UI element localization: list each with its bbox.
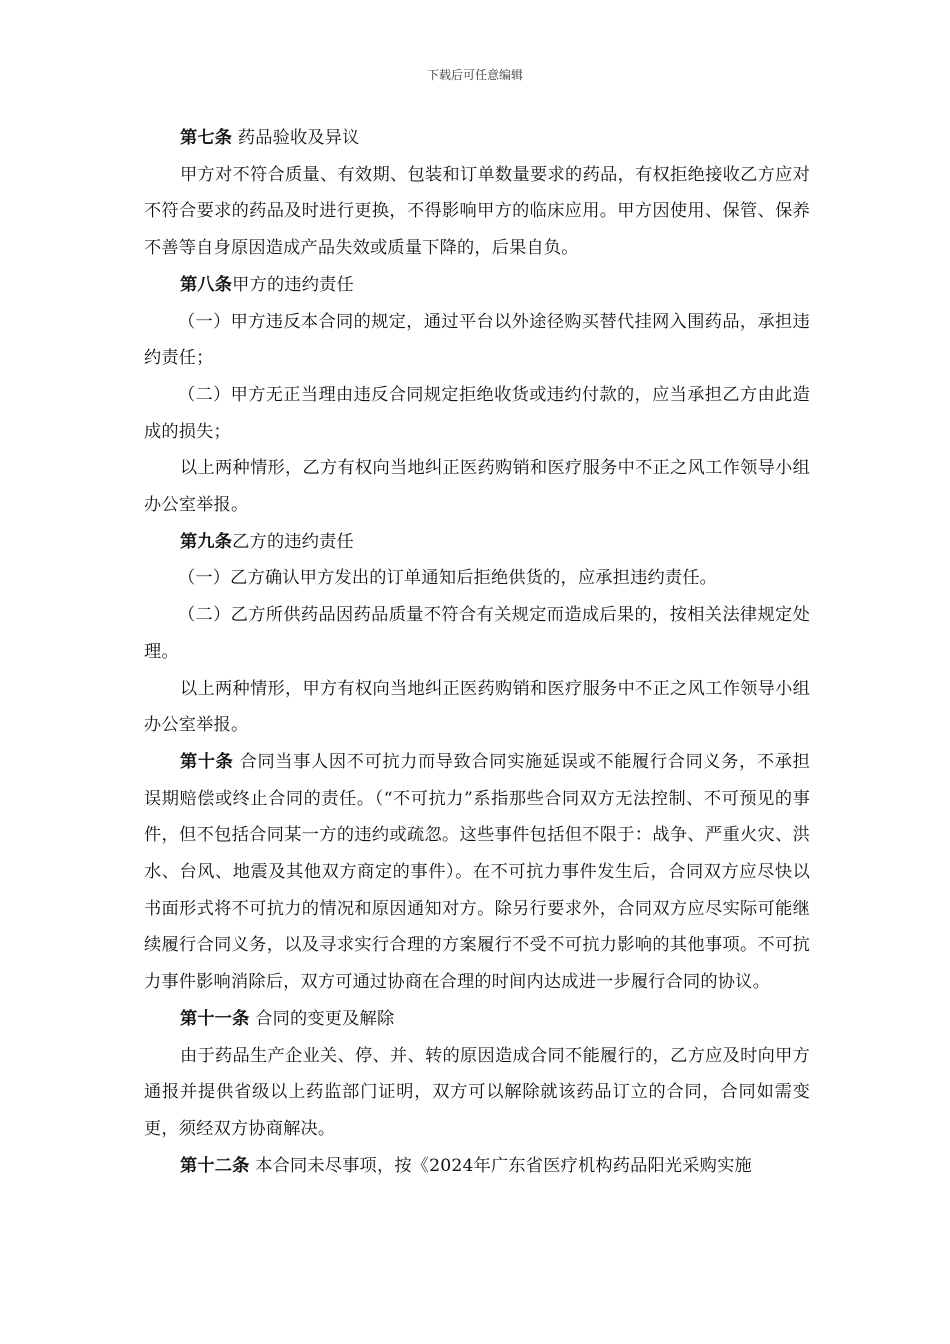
- paragraph: [144, 377, 810, 450]
- article-9-heading: [144, 524, 810, 561]
- article-7-heading: [144, 120, 810, 157]
- paragraph-text: （二）甲方无正当理由违反合同规定拒绝收货或违约付款的，应当承担乙方由此造成的损失；: [144, 384, 810, 442]
- paragraph-text: 本合同未尽事项，按《2024年广东省医疗机构药品阳光采购实施: [249, 1155, 752, 1176]
- article-number: 第九条: [180, 531, 233, 552]
- article-number: 第十一条: [180, 1008, 250, 1029]
- paragraph-text: 由于药品生产企业关、停、并、转的原因造成合同不能履行的，乙方应及时向甲方通报并提供省级以上药监部门证明，双方可以解除就该药品订立的合同，合同如需变更，须经双方协商解决。: [144, 1045, 810, 1139]
- document-body: [144, 120, 810, 1184]
- paragraph: [144, 597, 810, 670]
- paragraph: [144, 560, 810, 597]
- article-number: 第十二条: [180, 1155, 250, 1176]
- paragraph-text: 甲方对不符合质量、有效期、包装和订单数量要求的药品，有权拒绝接收乙方应对不符合要求的药品及时进行更换，不得影响甲方的临床应用。甲方因使用、保管、保养不善等自身原因造成产品失效或质量下降的，后果自负。: [144, 164, 810, 259]
- article-title: 甲方的违约责任: [232, 274, 354, 295]
- article-number: 第十条: [180, 751, 234, 772]
- article-number: 第八条: [180, 274, 233, 295]
- paragraph-text: 以上两种情形，乙方有权向当地纠正医药购销和医疗服务中不正之风工作领导小组办公室举报。: [144, 458, 810, 516]
- article-title: 乙方的违约责任: [232, 531, 354, 552]
- paragraph-text: 合同当事人因不可抗力而导致合同实施延误或不能履行合同义务，不承担误期赔偿或终止合同的责任。（“不可抗力”系指那些合同双方无法控制、不可预见的事件，但不包括合同某一方的违约或疏忽。这些事件包括但不限于：战争、严重火灾、洪水、台风、地震及其他双方商定的事件）。在不可抗力事件发生后，合同双方应尽快以书面形式将不可抗力的情况和原因通知对方。除另行要求外，合同双方应尽实际可能继续履行合同义务，以及寻求实行合理的方案履行不受不可抗力影响的其他事项。不可抗力事件影响消除后，双方可通过协商在合理的时间内达成进一步履行合同的协议。: [144, 751, 810, 993]
- paragraph-text: （一）乙方确认甲方发出的订单通知后拒绝供货的，应承担违约责任。: [178, 568, 718, 589]
- article-12: [144, 1148, 810, 1185]
- page-header: 下载后可任意编辑: [426, 68, 523, 82]
- paragraph: [144, 157, 810, 267]
- paragraph-text: （二）乙方所供药品因药品质量不符合有关规定而造成后果的，按相关法律规定处理。: [144, 605, 810, 662]
- paragraph-text: 以上两种情形，甲方有权向当地纠正医药购销和医疗服务中不正之风工作领导小组办公室举报。: [144, 678, 810, 736]
- paragraph: [144, 671, 810, 744]
- article-number: 第七条: [180, 128, 233, 148]
- article-8-heading: [144, 267, 810, 304]
- article-10: [144, 744, 810, 1001]
- paragraph: [144, 450, 810, 523]
- article-title: 药品验收及异议: [232, 128, 360, 148]
- paragraph-text: （一）甲方违反本合同的规定，通过平台以外途径购买替代挂网入围药品，承担违约责任；: [144, 311, 810, 369]
- article-11-heading: [144, 1001, 810, 1038]
- article-title: 合同的变更及解除: [249, 1008, 395, 1029]
- paragraph: [144, 304, 810, 377]
- paragraph: [144, 1038, 810, 1148]
